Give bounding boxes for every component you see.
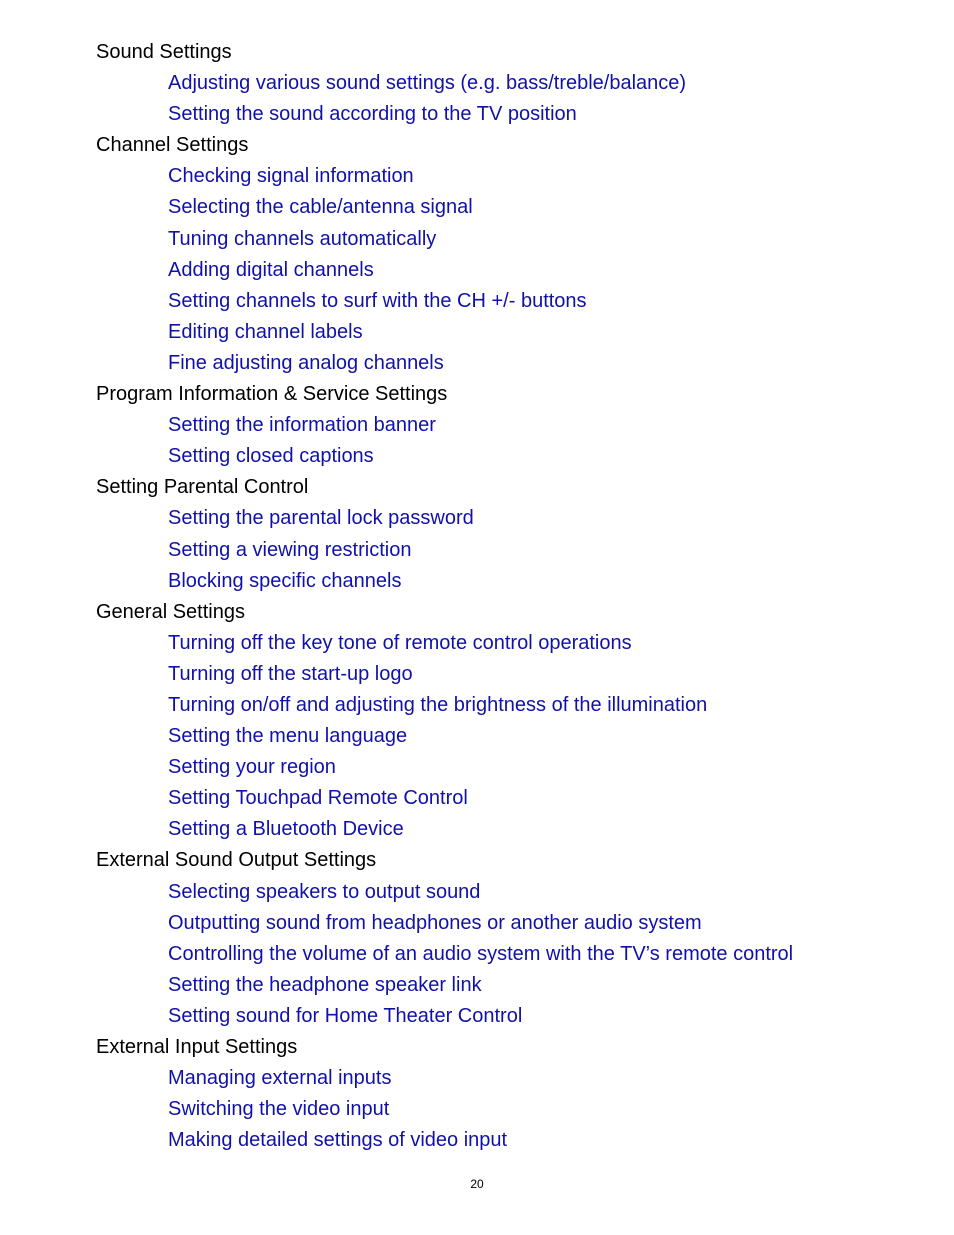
toc-link[interactable]: Tuning channels automatically — [168, 227, 437, 250]
toc-section — [96, 130, 936, 379]
toc-link[interactable]: Adjusting various sound settings (e.g. bass/treble/balance) — [168, 72, 687, 95]
section-heading: External Input Settings — [96, 1036, 298, 1058]
toc-link[interactable]: Managing external inputs — [168, 1067, 392, 1090]
toc-section — [96, 37, 936, 130]
toc-link[interactable]: Setting the menu language — [168, 725, 408, 748]
section-heading: Setting Parental Control — [96, 476, 309, 499]
toc-link[interactable]: Fine adjusting analog channels — [168, 351, 444, 374]
toc-link[interactable]: Setting closed captions — [168, 445, 374, 468]
toc-link[interactable]: Setting a Bluetooth Device — [168, 818, 404, 841]
toc-link[interactable]: Blocking specific channels — [168, 569, 402, 592]
toc-section — [96, 1032, 936, 1156]
section-heading: General Settings — [96, 600, 245, 623]
toc-section — [96, 472, 936, 596]
section-heading: Sound Settings — [96, 41, 232, 63]
table-of-contents — [96, 37, 936, 1156]
toc-link[interactable]: Setting sound for Home Theater Control — [168, 1004, 523, 1027]
toc-link[interactable]: Turning off the key tone of remote control operations — [168, 631, 632, 654]
toc-link[interactable]: Setting the sound according to the TV position — [168, 103, 577, 126]
toc-link[interactable]: Outputting sound from headphones or another audio system — [168, 911, 702, 934]
toc-link[interactable]: Editing channel labels — [168, 320, 363, 343]
toc-section — [96, 379, 936, 472]
toc-link[interactable]: Setting channels to surf with the CH +/- buttons — [168, 289, 587, 312]
toc-link[interactable]: Adding digital channels — [168, 258, 374, 281]
toc-link[interactable]: Controlling the volume of an audio system with the TV’s remote control — [168, 942, 794, 965]
toc-link[interactable]: Setting the parental lock password — [168, 507, 474, 530]
toc-link[interactable]: Turning off the start-up logo — [168, 662, 413, 685]
toc-link[interactable]: Selecting speakers to output sound — [168, 880, 481, 903]
toc-link[interactable]: Setting the information banner — [168, 414, 436, 437]
toc-section — [96, 597, 936, 846]
toc-link[interactable]: Setting your region — [168, 756, 336, 779]
section-heading: Program Information & Service Settings — [96, 383, 448, 406]
toc-link[interactable]: Turning on/off and adjusting the brightness of the illumination — [168, 693, 708, 716]
toc-link[interactable]: Setting the headphone speaker link — [168, 973, 482, 996]
toc-link[interactable]: Setting Touchpad Remote Control — [168, 787, 468, 810]
toc-link[interactable]: Switching the video input — [168, 1098, 390, 1121]
section-heading: Channel Settings — [96, 134, 249, 157]
toc-section — [96, 845, 936, 1032]
toc-link[interactable]: Checking signal information — [168, 165, 414, 188]
page-number: 20 — [470, 1177, 484, 1191]
toc-link[interactable]: Selecting the cable/antenna signal — [168, 196, 473, 219]
toc-link[interactable]: Setting a viewing restriction — [168, 538, 412, 561]
section-heading: External Sound Output Settings — [96, 849, 377, 872]
toc-link[interactable]: Making detailed settings of video input — [168, 1129, 508, 1152]
